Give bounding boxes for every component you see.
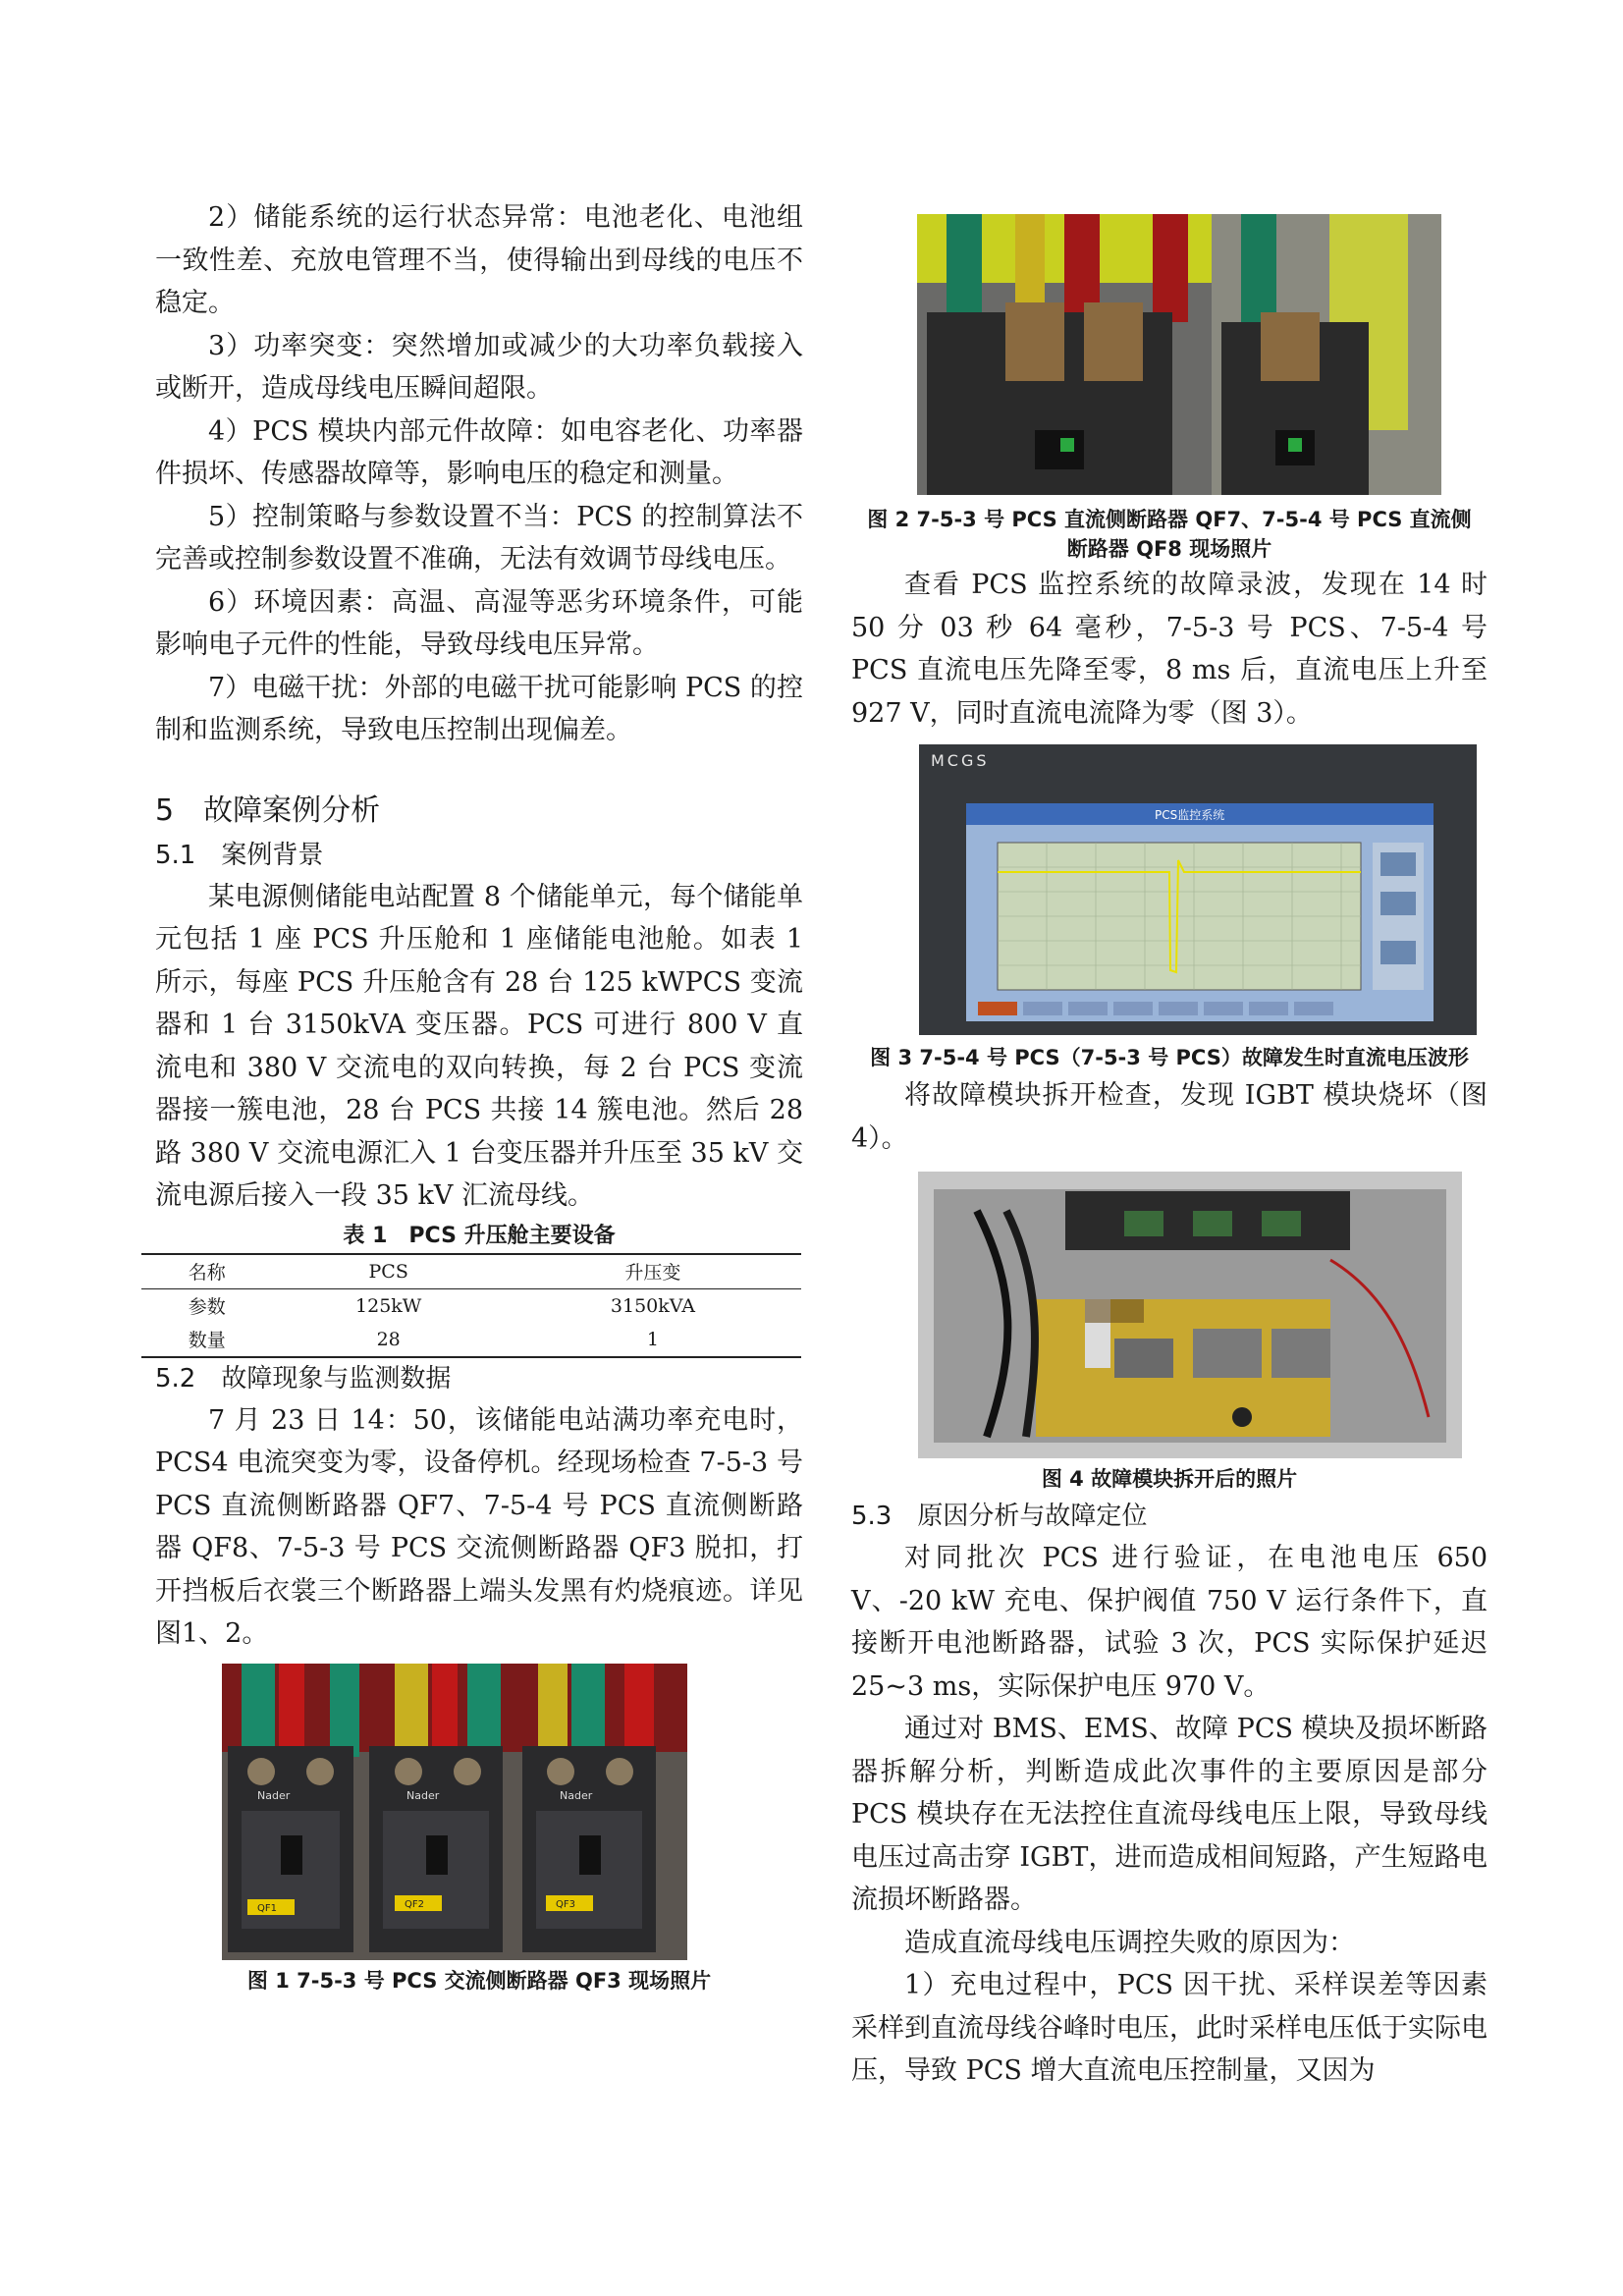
paragraph: 将故障模块拆开检查，发现 IGBT 模块烧坏（图 4）。 bbox=[851, 1080, 1488, 1154]
figure-4-caption: 图 4 故障模块拆开后的照片 bbox=[1041, 1467, 1298, 1491]
table-cell: 参数 bbox=[188, 1296, 226, 1318]
figure-4-photo bbox=[918, 1172, 1462, 1458]
paragraph: 6）环境因素：高温、高湿等恶劣环境条件，可能影响电子元件的性能，导致母线电压异常。 bbox=[155, 586, 803, 660]
paragraph: 2）储能系统的运行状态异常：电池老化、电池组一致性差、充放电管理不当，使得输出到母线的电压不稳定。 bbox=[155, 202, 803, 318]
paragraph: 对同批次 PCS 进行验证，在电池电压 650 V、-20 kW 充电、保护阀值 750 V 运行条件下，直接断开电池断路器，试验 3 次，PCS 实际保护延迟 25~3 ms，实际保护电压 970 V。 bbox=[851, 1543, 1488, 1702]
subsection-heading: 5.2 故障现象与监测数据 bbox=[155, 1363, 452, 1394]
hmi-screen-illustration bbox=[919, 744, 1477, 1035]
table-cell: 28 bbox=[376, 1328, 401, 1350]
table-cell: 125kW bbox=[355, 1294, 422, 1317]
figure-2-caption-line-1: 图 2 7-5-3 号 PCS 直流侧断路器 QF7、7-5-4 号 PCS 直流侧 bbox=[867, 508, 1472, 531]
paragraph: 1）充电过程中，PCS 因干扰、采样误差等因素采样到直流母线谷峰时电压，此时采样电压低于实际电压，导致 PCS 增大直流电压控制量，又因为 bbox=[851, 1970, 1488, 2086]
breaker-brand-label: Nader bbox=[406, 1788, 440, 1802]
figure-2-photo bbox=[917, 214, 1441, 495]
paragraph: 7）电磁干扰：外部的电磁干扰可能影响 PCS 的控制和监测系统，导致电压控制出现偏差。 bbox=[155, 672, 803, 745]
paragraph: 3）功率突变：突然增加或减少的大功率负载接入或断开，造成母线电压瞬间超限。 bbox=[155, 330, 803, 404]
figure-3-photo bbox=[919, 744, 1477, 1035]
figure-3-caption: 图 3 7-5-4 号 PCS（7-5-3 号 PCS）故障发生时直流电压波形 bbox=[870, 1046, 1469, 1069]
right-column bbox=[851, 210, 1488, 2093]
dc-breaker-photo-illustration bbox=[917, 214, 1441, 495]
paragraph: 4）PCS 模块内部元件故障：如电容老化、功率器件损坏、传感器故障等，影响电压的稳定和测量。 bbox=[155, 415, 803, 489]
table-header-row bbox=[141, 1254, 801, 1289]
paragraph: 通过对 BMS、EMS、故障 PCS 模块及损坏断路器拆解分析，判断造成此次事件的主要原因是部分 PCS 模块存在无法控住直流母线电压上限，导致母线电压过高击穿 IGBT，进而造成相间短路，产生短路电流损坏断路器。 bbox=[851, 1714, 1488, 1915]
subsection-heading: 5.1 案例背景 bbox=[155, 840, 324, 870]
table-row bbox=[141, 1288, 801, 1323]
breaker-tag-label: QF2 bbox=[405, 1898, 424, 1910]
hmi-screen-title: PCS监控系统 bbox=[1155, 808, 1225, 822]
section-heading: 5 故障案例分析 bbox=[155, 793, 381, 828]
breaker-photo-illustration bbox=[222, 1664, 687, 1960]
left-column bbox=[155, 196, 803, 1997]
hmi-brand-label: MCGS bbox=[931, 751, 990, 770]
breaker-tag-label: QF3 bbox=[556, 1898, 575, 1910]
paragraph: 查看 PCS 监控系统的故障录波，发现在 14 时 50 分 03 秒 64 毫秒，7-5-3 号 PCS、7-5-4 号 PCS 直流电压先降至零，8 ms 后，直流电压上升至 927 V，同时直流电流降为零（图 3）。 bbox=[851, 570, 1488, 729]
paragraph: 7 月 23 日 14：50，该储能电站满功率充电时，PCS4 电流突变为零，设备停机。经现场检查 7-5-3 号 PCS 直流侧断路器 QF7、7-5-4 号 PCS 直流侧断路器 QF8、7-5-3 号 PCS 交流侧断路器 QF3 脱扣，打开挡板后衣裳三个断路器上端头发黑有灼烧痕迹。详见图1、2。 bbox=[155, 1404, 803, 1649]
subsection-heading: 5.3 原因分析与故障定位 bbox=[851, 1502, 1148, 1531]
table-caption: 表 1 PCS 升压舱主要设备 bbox=[343, 1223, 616, 1248]
paragraph: 造成直流母线电压调控失败的原因为： bbox=[904, 1927, 1355, 1958]
equipment-table bbox=[141, 1253, 801, 1358]
breaker-brand-label: Nader bbox=[257, 1788, 291, 1802]
figure-1-caption: 图 1 7-5-3 号 PCS 交流侧断路器 QF3 现场照片 bbox=[246, 1968, 712, 1993]
table-header-cell: 名称 bbox=[188, 1262, 226, 1284]
table-row bbox=[141, 1323, 801, 1357]
igbt-module-illustration bbox=[918, 1172, 1462, 1458]
figure-1-photo bbox=[222, 1664, 687, 1960]
paragraph: 5）控制策略与参数设置不当：PCS 的控制算法不完善或控制参数设置不准确，无法有效调节母线电压。 bbox=[155, 501, 803, 574]
table-cell: 1 bbox=[646, 1328, 659, 1350]
table-header-cell: PCS bbox=[368, 1260, 408, 1283]
table-header-cell: 升压变 bbox=[624, 1262, 681, 1284]
table-cell: 3150kVA bbox=[610, 1294, 695, 1317]
breaker-tag-label: QF1 bbox=[257, 1902, 277, 1914]
breaker-brand-label: Nader bbox=[560, 1788, 593, 1802]
table-cell: 数量 bbox=[188, 1330, 226, 1351]
figure-2-caption-line-2: 断路器 QF8 现场照片 bbox=[1066, 537, 1272, 561]
paragraph: 某电源侧储能电站配置 8 个储能单元，每个储能单元包括 1 座 PCS 升压舱和 1 座储能电池舱。如表 1 所示，每座 PCS 升压舱含有 28 台 125 kWPCS 变流器和 1 台 3150kVA 变压器。PCS 可进行 800 V 直流电和 380 V 交流电的双向转换，每 2 台 PCS 变流器接一簇电池，28 台 PCS 共接 14 簇电池。然后 28 路 380 V 交流电源汇入 1 台变压器并升压至 35 kV 交流电源后接入一段 35 kV 汇流母线。 bbox=[155, 881, 803, 1211]
